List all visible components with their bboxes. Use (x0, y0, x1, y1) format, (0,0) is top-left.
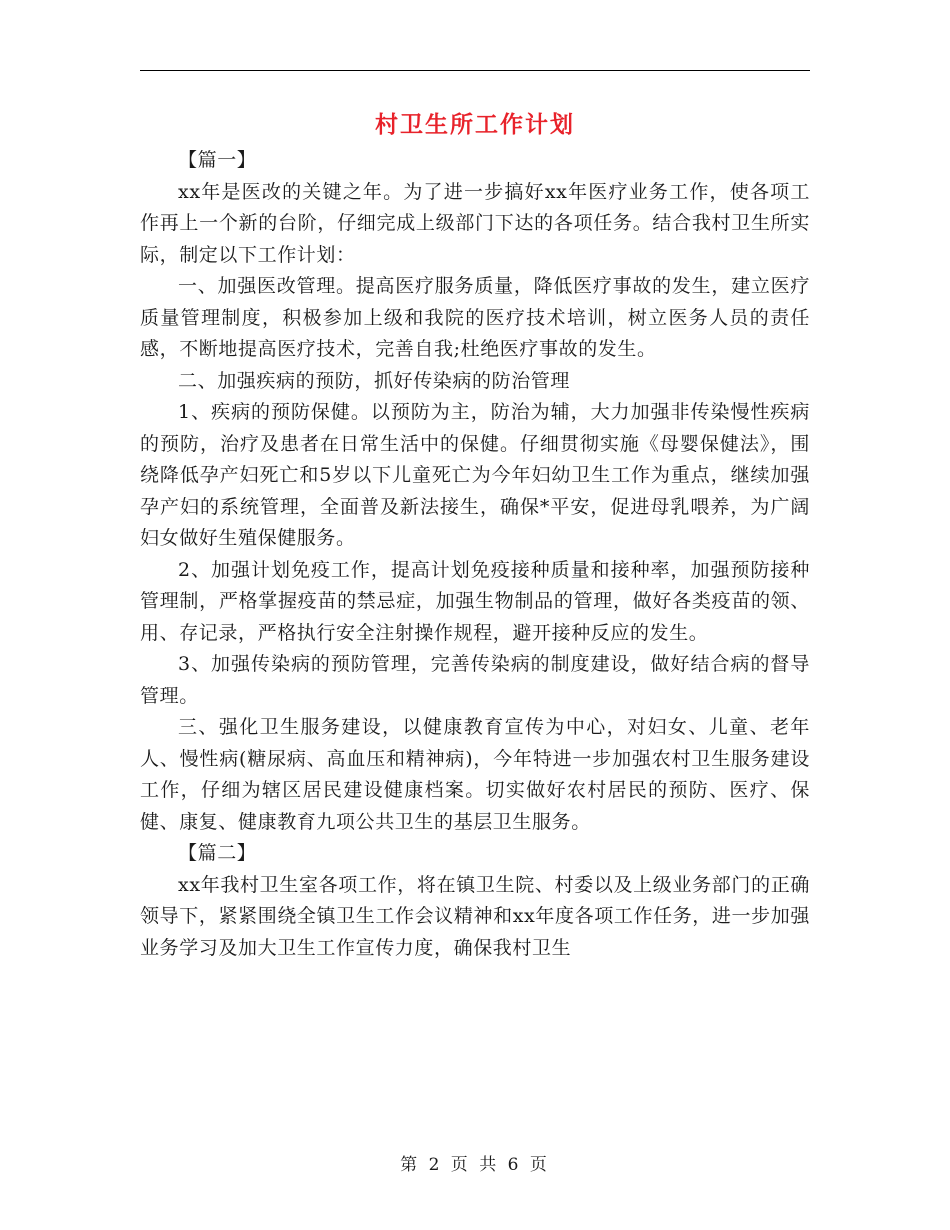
page-number: 第 2 页 共 6 页 (400, 1155, 550, 1175)
paragraph: 3、加强传染病的预防管理，完善传染病的制度建设，做好结合病的督导管理。 (140, 653, 810, 707)
document-title: 村卫生所工作计划 (375, 111, 575, 138)
paragraph: 二、加强疾病的预防，抓好传染病的防治管理 (178, 369, 571, 392)
paragraph: 1、疾病的预防保健。以预防为主，防治为辅，大力加强非传染慢性疾病的预防，治疗及患者在日常生活中的保健。仔细贯彻实施《母婴保健法》，围绕降低孕产妇死亡和5岁以下儿童死亡为今年妇幼卫生工作为重点，继续加强孕产妇的系统管理，全面普及新法接生，确保*平安，促进母乳喂养，为广阔妇女做好生殖保健服务。 (140, 401, 810, 549)
paragraph: xx年是医改的关键之年。为了进一步搞好xx年医疗业务工作，使各项工作再上一个新的台阶，仔细完成上级部门下达的各项任务。结合我村卫生所实际，制定以下工作计划： (140, 180, 810, 266)
paragraph: 2、加强计划免疫工作，提高计划免疫接种质量和接种率，加强预防接种管理制，严格掌握疫苗的禁忌症，加强生物制品的管理，做好各类疫苗的领、用、存记录，严格执行安全注射操作规程，避开接种反应的发生。 (140, 558, 810, 644)
section-heading: 【篇一】 (178, 149, 257, 171)
paragraph: 一、加强医改管理。提高医疗服务质量，降低医疗事故的发生，建立医疗质量管理制度，积极参加上级和我院的医疗技术培训，树立医务人员的责任感，不断地提高医疗技术，完善自我;杜绝医疗事故的发生。 (140, 275, 810, 360)
section-heading: 【篇二】 (178, 842, 257, 864)
document-body (140, 145, 810, 964)
paragraph: xx年我村卫生室各项工作，将在镇卫生院、村委以及上级业务部门的正确领导下，紧紧围绕全镇卫生工作会议精神和xx年度各项工作任务，进一步加强业务学习及加大卫生工作宣传力度，确保我村卫生 (140, 873, 810, 959)
paragraph: 三、强化卫生服务建设，以健康教育宣传为中心，对妇女、儿童、老年人、慢性病(糖尿病、高血压和精神病)，今年特进一步加强农村卫生服务建设工作，仔细为辖区居民建设健康档案。切实做好农村居民的预防、医疗、保健、康复、健康教育九项公共卫生的基层卫生服务。 (140, 716, 810, 833)
header-rule (140, 70, 810, 71)
